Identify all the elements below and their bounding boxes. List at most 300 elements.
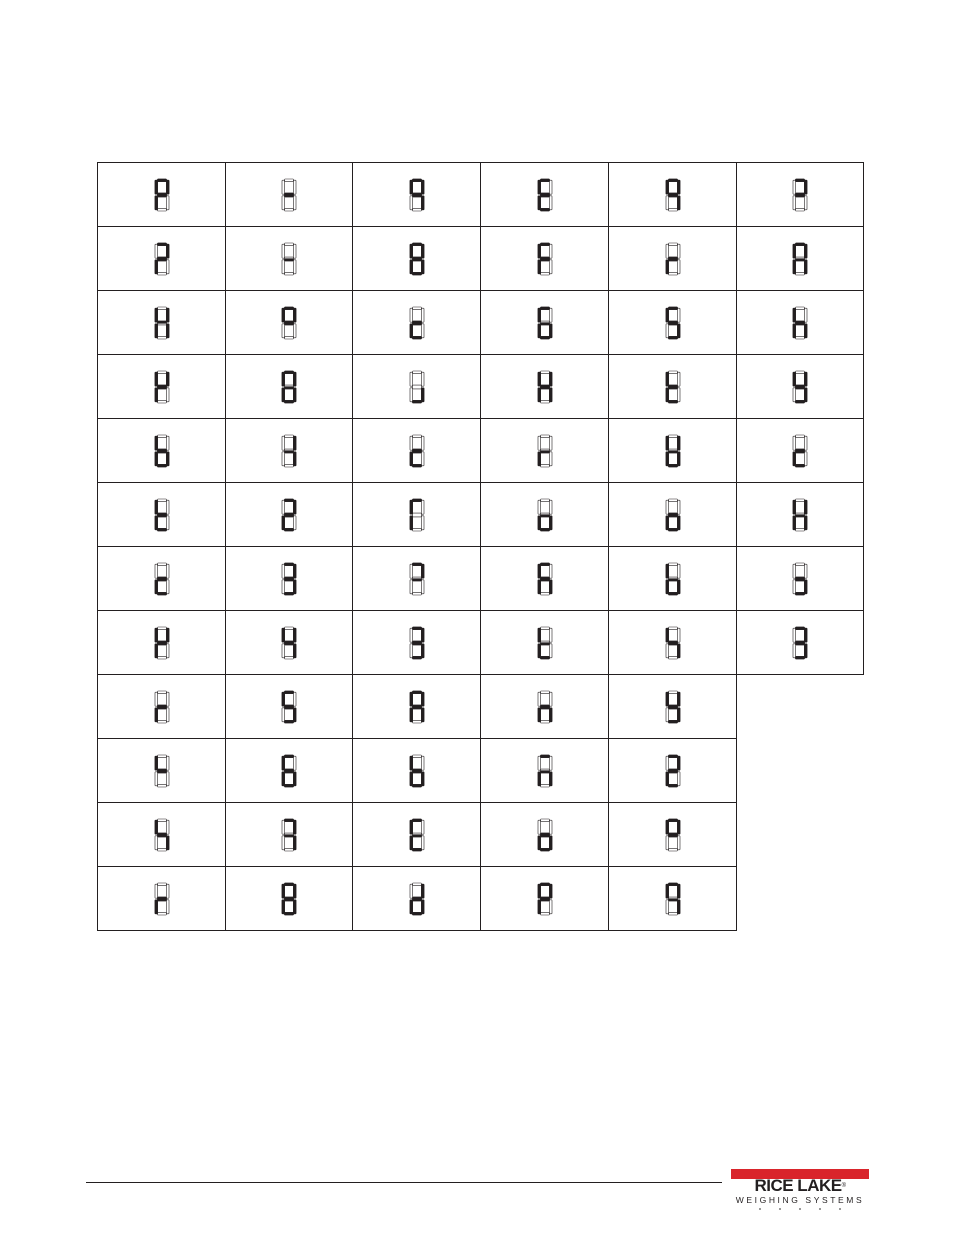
segment-lit-e (282, 515, 285, 529)
table-cell (97, 738, 226, 803)
segment-lit-g2 (412, 194, 421, 196)
segment-lit-g2 (285, 642, 294, 644)
seven-segment-glyph (666, 563, 680, 595)
segment-outline-b (166, 756, 169, 770)
table-cell (97, 546, 226, 611)
logo-name (731, 1177, 869, 1195)
segment-outline-e (155, 835, 158, 849)
segment-lit-e (155, 707, 158, 721)
segment-lit-d (412, 336, 421, 339)
segment-lit-e (410, 451, 413, 465)
seven-segment-glyph (666, 371, 680, 403)
segment-lit-c (549, 515, 552, 529)
table-cell (736, 354, 864, 419)
segment-outline-c (293, 323, 296, 337)
segment-outline-b (549, 308, 552, 322)
segment-lit-c (549, 579, 552, 593)
table-cell (480, 354, 609, 419)
segment-outline-f (538, 436, 541, 450)
segment-lit-g2 (540, 514, 549, 516)
segment-lit-g2 (540, 642, 549, 644)
segment-lit-g2 (285, 578, 294, 580)
segment-lit-e (666, 771, 669, 785)
segment-lit-f (538, 180, 541, 194)
segment-lit-c (677, 515, 680, 529)
segment-outline-b (549, 564, 552, 578)
segment-lit-g2 (412, 450, 421, 452)
segment-lit-g2 (668, 834, 677, 836)
segment-outline-c (549, 643, 552, 657)
segment-lit-e (538, 643, 541, 657)
seven-segment-glyph (666, 883, 680, 915)
table-cell (97, 162, 226, 227)
segment-outline-f (155, 244, 158, 258)
segment-lit-g2 (796, 194, 805, 196)
segment-lit-g2 (157, 386, 166, 388)
segment-lit-d (796, 400, 805, 403)
table-cell (608, 610, 737, 675)
segment-lit-c (166, 835, 169, 849)
segment-lit-g2 (285, 706, 294, 708)
seven-segment-glyph (666, 819, 680, 851)
segment-lit-d (412, 848, 421, 851)
segment-lit-d (668, 784, 677, 787)
segment-outline-e (410, 195, 413, 209)
segment-lit-b (549, 884, 552, 898)
segment-lit-f (410, 500, 413, 514)
segment-outline-a (157, 371, 166, 374)
seven-segment-glyph (666, 243, 680, 275)
segment-outline-d (412, 528, 421, 531)
segment-lit-e (538, 259, 541, 273)
segment-lit-e (410, 515, 413, 529)
segment-outline-a (157, 435, 166, 438)
segment-lit-d (412, 464, 421, 467)
table-cell (736, 226, 864, 291)
seven-segment-glyph (282, 563, 296, 595)
segment-lit-c (549, 707, 552, 721)
segment-lit-e (155, 515, 158, 529)
table-cell (608, 482, 737, 547)
table-cell (352, 226, 481, 291)
segment-outline-a (157, 819, 166, 822)
seven-segment-glyph (410, 563, 424, 595)
segment-lit-f (666, 884, 669, 898)
segment-outline-d (540, 400, 549, 403)
segment-lit-e (410, 707, 413, 721)
table-cell (736, 610, 864, 675)
segment-outline-d (157, 400, 166, 403)
segment-lit-c (677, 707, 680, 721)
seven-segment-glyph (155, 179, 169, 211)
table-cell (97, 418, 226, 483)
segment-lit-e (155, 387, 158, 401)
segment-lit-b (421, 884, 424, 898)
segment-lit-a (157, 243, 166, 246)
segment-lit-b (804, 500, 807, 514)
segment-lit-a (540, 755, 549, 758)
table-cell (352, 866, 481, 931)
segment-outline-f (410, 884, 413, 898)
segment-lit-f (666, 820, 669, 834)
segment-outline-a (668, 243, 677, 246)
segment-outline-a (540, 371, 549, 374)
segment-lit-f (282, 884, 285, 898)
seven-segment-glyph (410, 883, 424, 915)
segment-lit-c (677, 643, 680, 657)
segment-lit-b (293, 820, 296, 834)
seven-segment-glyph (793, 563, 807, 595)
segment-lit-e (538, 579, 541, 593)
segment-outline-f (282, 500, 285, 514)
segment-outline-c (677, 387, 680, 401)
segment-lit-g2 (796, 450, 805, 452)
seven-segment-glyph (538, 243, 552, 275)
segment-outline-a (668, 435, 677, 438)
segment-outline-b (549, 436, 552, 450)
segment-outline-a (412, 371, 421, 374)
segment-lit-b (677, 180, 680, 194)
segment-outline-b (293, 244, 296, 258)
seven-segment-glyph (410, 691, 424, 723)
table-cell (225, 482, 353, 547)
segment-lit-a (796, 179, 805, 182)
segment-outline-a (285, 179, 294, 182)
table-cell (480, 162, 609, 227)
segment-lit-b (166, 244, 169, 258)
seven-segment-glyph (410, 179, 424, 211)
segment-outline-d (285, 656, 294, 659)
segment-outline-f (282, 436, 285, 450)
segment-lit-g2 (412, 578, 421, 580)
segment-outline-b (549, 244, 552, 258)
segment-lit-g2 (285, 258, 294, 260)
segment-outline-d (668, 208, 677, 211)
seven-segment-glyph (410, 819, 424, 851)
segment-lit-g2 (668, 642, 677, 644)
segment-outline-b (549, 500, 552, 514)
segment-lit-d (412, 784, 421, 787)
segment-lit-e (538, 195, 541, 209)
segment-lit-g2 (157, 642, 166, 644)
segment-outline-d (668, 848, 677, 851)
segment-lit-f (666, 564, 669, 578)
segment-lit-g2 (285, 834, 294, 836)
segment-outline-b (293, 180, 296, 194)
segment-lit-c (677, 323, 680, 337)
segment-outline-f (538, 500, 541, 514)
segment-lit-d (668, 528, 677, 531)
segment-outline-f (410, 436, 413, 450)
segment-lit-a (285, 499, 294, 502)
segment-outline-g1 (412, 513, 421, 517)
seven-segment-glyph (538, 371, 552, 403)
segment-outline-c (166, 899, 169, 913)
table-cell (480, 610, 609, 675)
segment-lit-e (282, 387, 285, 401)
table-cell (225, 546, 353, 611)
segment-lit-d (796, 656, 805, 659)
segment-outline-a (540, 435, 549, 438)
segment-lit-d (285, 784, 294, 787)
segment-outline-b (421, 308, 424, 322)
segment-outline-d (796, 528, 805, 531)
seven-segment-glyph (155, 627, 169, 659)
segment-lit-g2 (157, 514, 166, 516)
seven-segment-glyph (282, 755, 296, 787)
segment-lit-b (421, 564, 424, 578)
segment-lit-f (155, 820, 158, 834)
segment-outline-c (677, 771, 680, 785)
segment-outline-b (166, 820, 169, 834)
table-cell (480, 226, 609, 291)
seven-segment-glyph (666, 691, 680, 723)
seven-segment-glyph (155, 883, 169, 915)
segment-lit-d (668, 464, 677, 467)
segment-lit-f (538, 564, 541, 578)
table-cell (97, 482, 226, 547)
segment-lit-g2 (668, 514, 677, 516)
segment-lit-f (155, 372, 158, 386)
segment-lit-a (540, 563, 549, 566)
segment-lit-g2 (796, 322, 805, 324)
segment-lit-a (412, 179, 421, 182)
segment-lit-g2 (796, 578, 805, 580)
rice-lake-logo (731, 1169, 869, 1217)
seven-segment-glyph (538, 563, 552, 595)
segment-lit-g2 (412, 834, 421, 836)
table-cell (480, 290, 609, 355)
segment-outline-c (421, 323, 424, 337)
segment-outline-b (677, 372, 680, 386)
table-cell (608, 866, 737, 931)
segment-lit-g2 (285, 450, 294, 452)
segment-lit-b (166, 180, 169, 194)
segment-lit-a (285, 563, 294, 566)
table-cell (480, 802, 609, 867)
segment-lit-g2 (157, 194, 166, 196)
segment-lit-f (282, 372, 285, 386)
segment-outline-d (285, 208, 294, 211)
seven-segment-glyph (666, 755, 680, 787)
segment-outline-d (540, 720, 549, 723)
segment-lit-d (668, 720, 677, 723)
table-cell (352, 674, 481, 739)
segment-outline-c (166, 771, 169, 785)
segment-outline-c (549, 259, 552, 273)
segment-outline-a (668, 691, 677, 694)
segment-lit-d (540, 336, 549, 339)
segment-outline-f (538, 692, 541, 706)
segment-lit-c (293, 451, 296, 465)
segment-outline-d (157, 272, 166, 275)
segment-outline-b (166, 884, 169, 898)
segment-outline-b (421, 820, 424, 834)
segment-outline-e (282, 835, 285, 849)
segment-outline-a (540, 819, 549, 822)
segment-lit-f (410, 820, 413, 834)
segment-outline-e (410, 387, 413, 401)
segment-lit-a (285, 307, 294, 310)
segment-lit-f (793, 308, 796, 322)
segment-lit-g2 (157, 258, 166, 260)
segment-outline-d (668, 912, 677, 915)
seven-segment-glyph (155, 691, 169, 723)
table-cell (352, 610, 481, 675)
segment-lit-g2 (157, 450, 166, 452)
segment-lit-e (793, 323, 796, 337)
segment-lit-f (666, 372, 669, 386)
segment-lit-g2 (285, 322, 294, 324)
table-cell (225, 226, 353, 291)
segment-outline-d (540, 912, 549, 915)
segment-lit-a (285, 691, 294, 694)
segment-lit-d (412, 400, 421, 403)
segment-lit-g2 (157, 898, 166, 900)
segment-lit-e (793, 451, 796, 465)
segment-lit-a (540, 883, 549, 886)
segment-lit-c (677, 899, 680, 913)
segment-outline-b (549, 756, 552, 770)
segment-lit-b (804, 628, 807, 642)
segment-outline-e (793, 643, 796, 657)
segment-lit-f (410, 692, 413, 706)
segment-lit-a (796, 243, 805, 246)
segment-outline-e (666, 899, 669, 913)
seven-segment-glyph (282, 627, 296, 659)
segment-lit-c (549, 323, 552, 337)
segment-outline-f (410, 372, 413, 386)
segment-lit-b (804, 372, 807, 386)
segment-outline-d (157, 336, 166, 339)
segment-outline-f (282, 244, 285, 258)
segment-lit-c (421, 259, 424, 273)
segment-lit-b (166, 372, 169, 386)
segment-outline-a (796, 499, 805, 502)
seven-segment-glyph (666, 179, 680, 211)
segment-outline-a (285, 435, 294, 438)
segment-lit-a (540, 179, 549, 182)
segment-lit-g1 (157, 321, 166, 323)
seven-segment-glyph (410, 371, 424, 403)
segment-lit-f (538, 244, 541, 258)
segment-lit-b (677, 820, 680, 834)
segment-outline-a (796, 307, 805, 310)
segment-lit-d (668, 400, 677, 403)
segment-lit-a (540, 307, 549, 310)
segment-outline-e (282, 323, 285, 337)
table-cell (97, 290, 226, 355)
table-cell (97, 866, 226, 931)
segment-lit-f (666, 628, 669, 642)
segment-lit-e (410, 259, 413, 273)
segment-lit-f (666, 692, 669, 706)
segment-outline-a (157, 883, 166, 886)
segment-outline-f (793, 436, 796, 450)
segment-outline-f (410, 308, 413, 322)
segment-lit-b (293, 308, 296, 322)
segment-outline-d (412, 208, 421, 211)
segment-lit-b (166, 628, 169, 642)
seven-segment-glyph (155, 819, 169, 851)
segment-lit-f (282, 308, 285, 322)
segment-lit-g2 (540, 386, 549, 388)
segment-outline-c (549, 195, 552, 209)
segment-outline-b (421, 500, 424, 514)
segment-outline-b (549, 180, 552, 194)
segment-lit-d (668, 336, 677, 339)
segment-lit-a (412, 563, 421, 566)
table-cell (480, 546, 609, 611)
segment-outline-c (293, 195, 296, 209)
segment-lit-g2 (157, 706, 166, 708)
segment-lit-b (293, 564, 296, 578)
segment-lit-d (540, 848, 549, 851)
segment-outline-a (668, 627, 677, 630)
segment-outline-b (166, 692, 169, 706)
segment-lit-a (412, 627, 421, 630)
segment-lit-a (285, 755, 294, 758)
segment-outline-c (804, 451, 807, 465)
segment-outline-c (166, 707, 169, 721)
table-cell (352, 482, 481, 547)
segment-lit-b (293, 436, 296, 450)
seven-segment-glyph (282, 499, 296, 531)
seven-segment-glyph (793, 627, 807, 659)
segment-outline-f (410, 564, 413, 578)
segment-outline-c (677, 835, 680, 849)
segment-lit-g2 (540, 834, 549, 836)
segment-outline-a (157, 307, 166, 310)
segment-lit-g2 (668, 770, 677, 772)
segment-lit-g2 (796, 514, 805, 516)
segment-outline-d (157, 784, 166, 787)
segment-lit-f (538, 308, 541, 322)
segment-outline-f (793, 628, 796, 642)
segment-lit-c (293, 899, 296, 913)
segment-outline-c (421, 515, 424, 529)
seven-segment-glyph (538, 883, 552, 915)
segment-lit-g2 (157, 834, 166, 836)
segment-lit-f (538, 628, 541, 642)
segment-lit-g2 (285, 898, 294, 900)
segment-lit-b (677, 884, 680, 898)
segment-lit-e (155, 579, 158, 593)
segment-lit-b (293, 628, 296, 642)
logo-subtitle: WEIGHING SYSTEMS (735, 1195, 865, 1205)
segment-lit-e (155, 195, 158, 209)
segment-lit-c (804, 259, 807, 273)
segment-lit-f (282, 756, 285, 770)
seven-segment-glyph (282, 819, 296, 851)
segment-outline-b (166, 436, 169, 450)
segment-lit-g2 (540, 194, 549, 196)
table-cell (97, 674, 226, 739)
table-cell (736, 162, 864, 227)
segment-outline-c (166, 579, 169, 593)
segment-lit-g2 (540, 770, 549, 772)
segment-outline-c (804, 195, 807, 209)
segment-outline-b (421, 436, 424, 450)
seven-segment-glyph (410, 499, 424, 531)
segment-lit-f (155, 308, 158, 322)
segment-lit-g2 (285, 194, 294, 196)
seven-segment-glyph (538, 755, 552, 787)
segment-outline-f (793, 180, 796, 194)
segment-outline-b (549, 692, 552, 706)
segment-lit-c (549, 771, 552, 785)
segment-lit-g2 (540, 258, 549, 260)
